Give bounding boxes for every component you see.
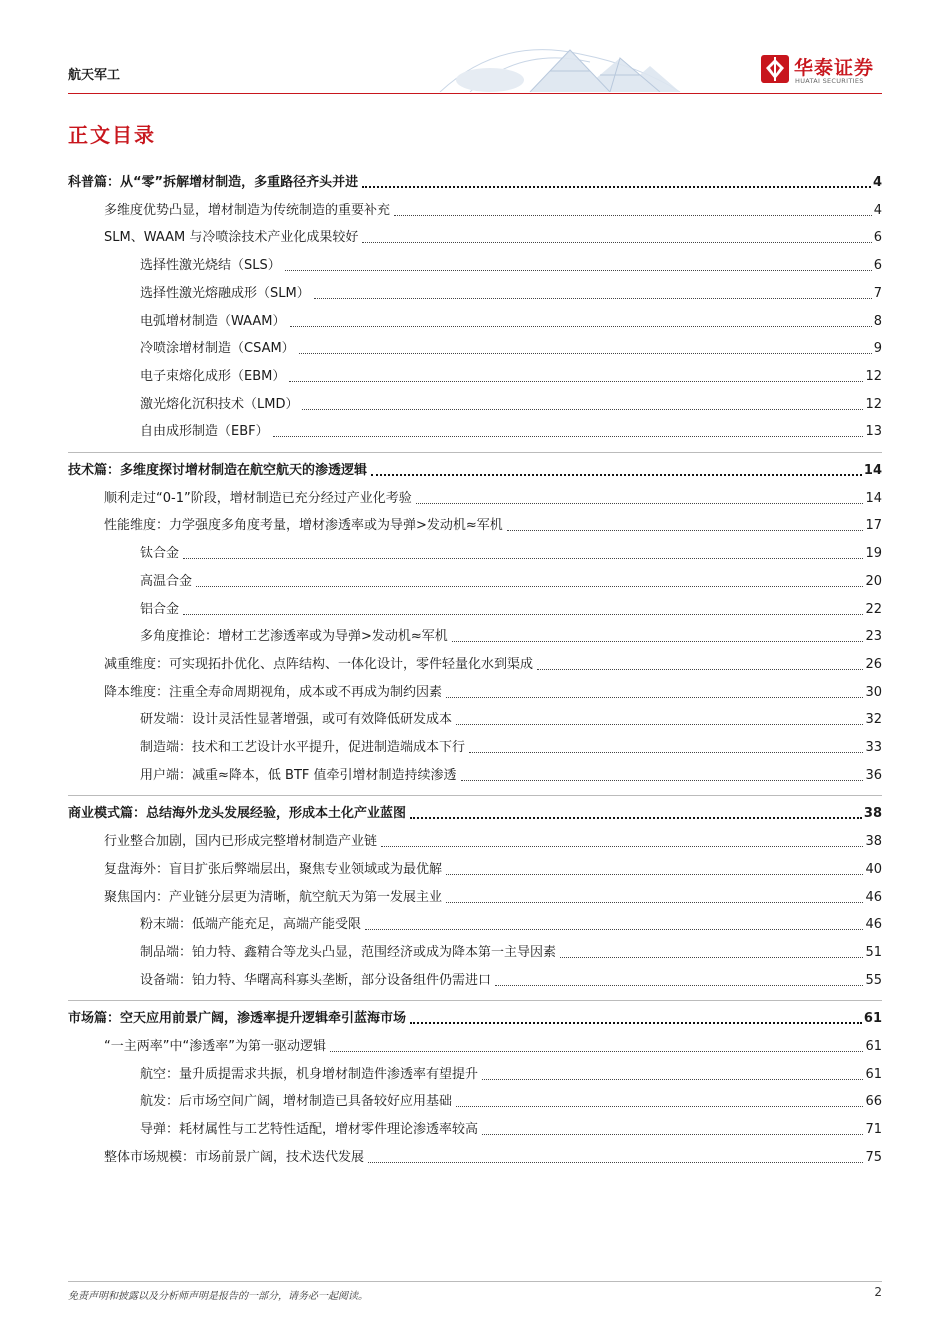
toc-entry-level-2[interactable] <box>104 225 882 247</box>
toc-entry-page: 22 <box>865 601 882 617</box>
toc-leader-dots <box>371 473 862 476</box>
toc-entry-level-2[interactable] <box>104 885 882 907</box>
toc-entry-title: 激光熔化沉积技术（LMD） <box>140 396 299 412</box>
toc-leader-dots <box>330 1050 864 1052</box>
toc-entry-title: 复盘海外：盲目扩张后弊端层出，聚焦专业领域或为最优解 <box>104 861 443 877</box>
toc-entry-level-3[interactable] <box>140 1062 882 1084</box>
toc-entry-title: 多维度优势凸显，增材制造为传统制造的重要补充 <box>104 202 391 218</box>
toc-entry-level-2[interactable] <box>104 857 882 879</box>
toc-entry-page: 6 <box>873 230 882 246</box>
toc-leader-dots <box>285 269 872 271</box>
toc-entry-level-2[interactable] <box>104 1034 882 1056</box>
toc-entry-title: 商业模式篇：总结海外龙头发展经验，形成本土化产业蓝图 <box>68 806 407 822</box>
toc-entry-title: 制造端：技术和工艺设计水平提升，促进制造端成本下行 <box>140 740 466 755</box>
toc-entry-title: SLM、WAAM 与冷喷涂技术产业化成果较好 <box>104 230 359 246</box>
toc-leader-dots <box>394 214 872 216</box>
toc-entry-page: 75 <box>865 1149 882 1165</box>
huatai-logo-icon <box>760 54 790 84</box>
toc-entry-page: 17 <box>865 518 882 534</box>
toc-entry-title: 设备端：铂力特、华曙高科寡头垄断，部分设备组件仍需进口 <box>140 972 492 988</box>
toc-entry-level-2[interactable] <box>104 652 882 674</box>
toc-leader-dots <box>482 1133 863 1135</box>
logo-text-en: HUATAI SECURITIES <box>795 77 864 85</box>
section-divider <box>68 1000 882 1001</box>
toc-entry-title: 电弧增材制造（WAAM） <box>140 313 286 329</box>
toc-entry-page: 30 <box>865 684 882 700</box>
toc-leader-dots <box>446 901 863 903</box>
section-divider <box>68 795 882 796</box>
toc-entry-page: 36 <box>865 767 882 783</box>
toc-leader-dots <box>362 241 871 243</box>
toc-entry-title: 制品端：铂力特、鑫精合等龙头凸显，范围经济或成为降本第一主导因素 <box>140 944 557 960</box>
header-category: 航天军工 <box>68 68 121 83</box>
toc-entry-level-1[interactable] <box>68 458 882 480</box>
toc-entry-level-2[interactable] <box>104 198 882 220</box>
toc-leader-dots <box>365 928 863 930</box>
toc-entry-level-3[interactable] <box>140 281 882 303</box>
toc-entry-title: 粉末端：低端产能充足，高端产能受限 <box>140 917 362 933</box>
toc-entry-title: 铝合金 <box>140 601 180 617</box>
toc-entry-page: 14 <box>863 463 882 478</box>
toc-entry-page: 23 <box>865 629 882 645</box>
toc-entry-level-3[interactable] <box>140 1117 882 1139</box>
toc-entry-level-3[interactable] <box>140 968 882 990</box>
toc-entry-page: 55 <box>865 972 882 988</box>
toc-leader-dots <box>469 751 863 753</box>
toc-entry-page: 51 <box>865 944 882 960</box>
header-decoration <box>380 36 720 92</box>
toc-entry-level-2[interactable] <box>104 680 882 702</box>
toc-entry-level-1[interactable] <box>68 801 882 823</box>
toc-leader-dots <box>290 325 872 327</box>
toc-entry-title: 航空：量升质提需求共振，机身增材制造件渗透率有望提升 <box>140 1066 479 1082</box>
toc-entry-page: 33 <box>865 740 882 755</box>
toc-entry-level-3[interactable] <box>140 392 882 414</box>
toc-entry-page: 46 <box>865 889 882 905</box>
toc-entry-title: 多角度推论：增材工艺渗透率或为导弹>发动机≈军机 <box>140 629 448 645</box>
toc-entry-title: 减重维度：可实现拓扑优化、点阵结构、一体化设计，零件轻量化水到渠成 <box>104 656 534 672</box>
toc-entry-level-2[interactable] <box>104 486 882 508</box>
toc-leader-dots <box>302 408 863 410</box>
toc-entry-level-3[interactable] <box>140 940 882 962</box>
toc-entry-level-1[interactable] <box>68 170 882 192</box>
toc-leader-dots <box>456 723 863 725</box>
toc-entry-page: 20 <box>865 573 882 589</box>
toc-entry-title: 冷喷涂增材制造（CSAM） <box>140 341 295 357</box>
toc-entry-page: 38 <box>865 834 882 850</box>
toc-leader-dots <box>446 873 863 875</box>
footer-divider <box>68 1281 882 1282</box>
toc-entry-page: 61 <box>865 1039 882 1054</box>
toc-leader-dots <box>299 352 872 354</box>
toc-entry-title: 导弹：耗材属性与工艺特性适配，增材零件理论渗透率较高 <box>140 1122 479 1138</box>
toc-leader-dots <box>410 816 862 819</box>
toc-entry-page: 40 <box>865 861 882 877</box>
toc-leader-dots <box>416 502 864 504</box>
toc-entry-page: 26 <box>865 656 882 672</box>
toc-leader-dots <box>461 779 864 781</box>
toc-entry-page: 7 <box>873 285 882 301</box>
toc-leader-dots <box>183 557 863 559</box>
toc-entry-level-3[interactable] <box>140 569 882 591</box>
toc-entry-level-3[interactable] <box>140 912 882 934</box>
toc-entry-page: 61 <box>865 1066 882 1082</box>
toc-entry-title: 研发端：设计灵活性显著增强，或可有效降低研发成本 <box>140 712 453 728</box>
toc-entry-page: 66 <box>865 1094 882 1110</box>
toc-entry-level-3[interactable] <box>140 735 882 757</box>
toc-entry-page: 19 <box>865 546 882 562</box>
toc-entry-level-3[interactable] <box>140 1089 882 1111</box>
toc-entry-level-3[interactable] <box>140 541 882 563</box>
page-number: 2 <box>874 1285 882 1299</box>
toc-leader-dots <box>482 1078 863 1080</box>
toc-entry-title: 高温合金 <box>140 573 193 589</box>
toc-entry-title: 航发：后市场空间广阔，增材制造已具备较好应用基础 <box>140 1094 453 1110</box>
toc-entry-title: 整体市场规模：市场前景广阔，技术迭代发展 <box>104 1149 365 1165</box>
toc-entry-page: 46 <box>865 917 882 933</box>
toc-entry-level-3[interactable] <box>140 707 882 729</box>
toc-leader-dots <box>495 984 863 986</box>
toc-leader-dots <box>410 1021 862 1024</box>
company-logo <box>760 52 886 88</box>
toc-leader-dots <box>362 185 871 188</box>
toc-entry-title: “一主两率”中“渗透率”为第一驱动逻辑 <box>104 1039 326 1054</box>
toc-entry-title: 电子束熔化成形（EBM） <box>140 368 286 384</box>
section-divider <box>68 452 882 453</box>
toc-entry-level-3[interactable] <box>140 763 882 785</box>
toc-entry-page: 71 <box>865 1122 882 1138</box>
toc-entry-level-3[interactable] <box>140 364 882 386</box>
toc-entry-title: 聚焦国内：产业链分层更为清晰，航空航天为第一发展主业 <box>104 889 443 905</box>
toc-entry-title: 行业整合加剧，国内已形成完整增材制造产业链 <box>104 834 378 850</box>
toc-entry-page: 6 <box>873 258 882 274</box>
toc-entry-title: 顺利走过“0-1”阶段，增材制造已充分经过产业化考验 <box>104 490 412 506</box>
toc-entry-title: 性能维度：力学强度多角度考量，增材渗透率或为导弹>发动机≈军机 <box>104 518 503 534</box>
toc-entry-title: 技术篇：多维度探讨增材制造在航空航天的渗透逻辑 <box>68 463 368 478</box>
toc-entry-level-2[interactable] <box>104 829 882 851</box>
toc-entry-level-3[interactable] <box>140 419 882 441</box>
footer-disclaimer: 免责声明和披露以及分析师声明是报告的一部分，请务必一起阅读。 <box>68 1291 368 1302</box>
toc-leader-dots <box>456 1105 863 1107</box>
toc-leader-dots <box>289 380 863 382</box>
toc-entry-title: 选择性激光熔融成形（SLM） <box>140 285 310 301</box>
toc-entry-level-3[interactable] <box>140 309 882 331</box>
toc-entry-page: 4 <box>872 175 882 190</box>
toc-leader-dots <box>507 529 864 531</box>
toc-leader-dots <box>183 613 863 615</box>
logo-text-cn: 华泰证券 <box>794 57 875 79</box>
toc-entry-page: 12 <box>865 396 882 412</box>
toc-entry-title: 降本维度：注重全寿命周期视角，成本或不再成为制约因素 <box>104 684 443 700</box>
toc-leader-dots <box>314 297 872 299</box>
toc-entry-title: 科普篇：从“零”拆解增材制造，多重路径齐头并进 <box>68 175 359 190</box>
toc-leader-dots <box>381 845 863 847</box>
toc-entry-level-3[interactable] <box>140 336 882 358</box>
toc-entry-page: 8 <box>873 313 882 329</box>
toc-entry-title: 市场篇：空天应用前景广阔，渗透率提升逻辑牵引蓝海市场 <box>68 1011 407 1027</box>
toc-entry-page: 32 <box>865 712 882 728</box>
toc-entry-title: 钛合金 <box>140 546 180 562</box>
toc-entry-page: 9 <box>873 341 882 357</box>
toc-entry-page: 12 <box>865 368 882 384</box>
toc-entry-level-3[interactable] <box>140 597 882 619</box>
toc-entry-level-1[interactable] <box>68 1006 882 1028</box>
toc-entry-page: 38 <box>863 806 882 822</box>
toc-leader-dots <box>452 640 864 642</box>
toc-leader-dots <box>446 696 863 698</box>
header-divider <box>68 93 882 94</box>
toc-leader-dots <box>560 956 863 958</box>
toc-entry-level-3[interactable] <box>140 624 882 646</box>
toc-leader-dots <box>196 585 863 587</box>
toc-entry-level-3[interactable] <box>140 253 882 275</box>
toc-leader-dots <box>537 668 863 670</box>
toc-entry-page: 61 <box>863 1011 882 1027</box>
toc-entry-title: 用户端：减重≈降本，低 BTF 值牵引增材制造持续渗透 <box>140 767 457 783</box>
toc-leader-dots <box>273 435 864 437</box>
page-title: 正文目录 <box>68 123 156 147</box>
toc-entry-page: 4 <box>873 202 882 218</box>
toc-entry-level-2[interactable] <box>104 513 882 535</box>
toc-entry-title: 自由成形制造（EBF） <box>140 424 269 440</box>
toc-entry-page: 13 <box>865 424 882 440</box>
toc-leader-dots <box>368 1161 863 1163</box>
toc-entry-level-2[interactable] <box>104 1145 882 1167</box>
toc-entry-title: 选择性激光烧结（SLS） <box>140 258 281 274</box>
toc-entry-page: 14 <box>865 490 882 506</box>
